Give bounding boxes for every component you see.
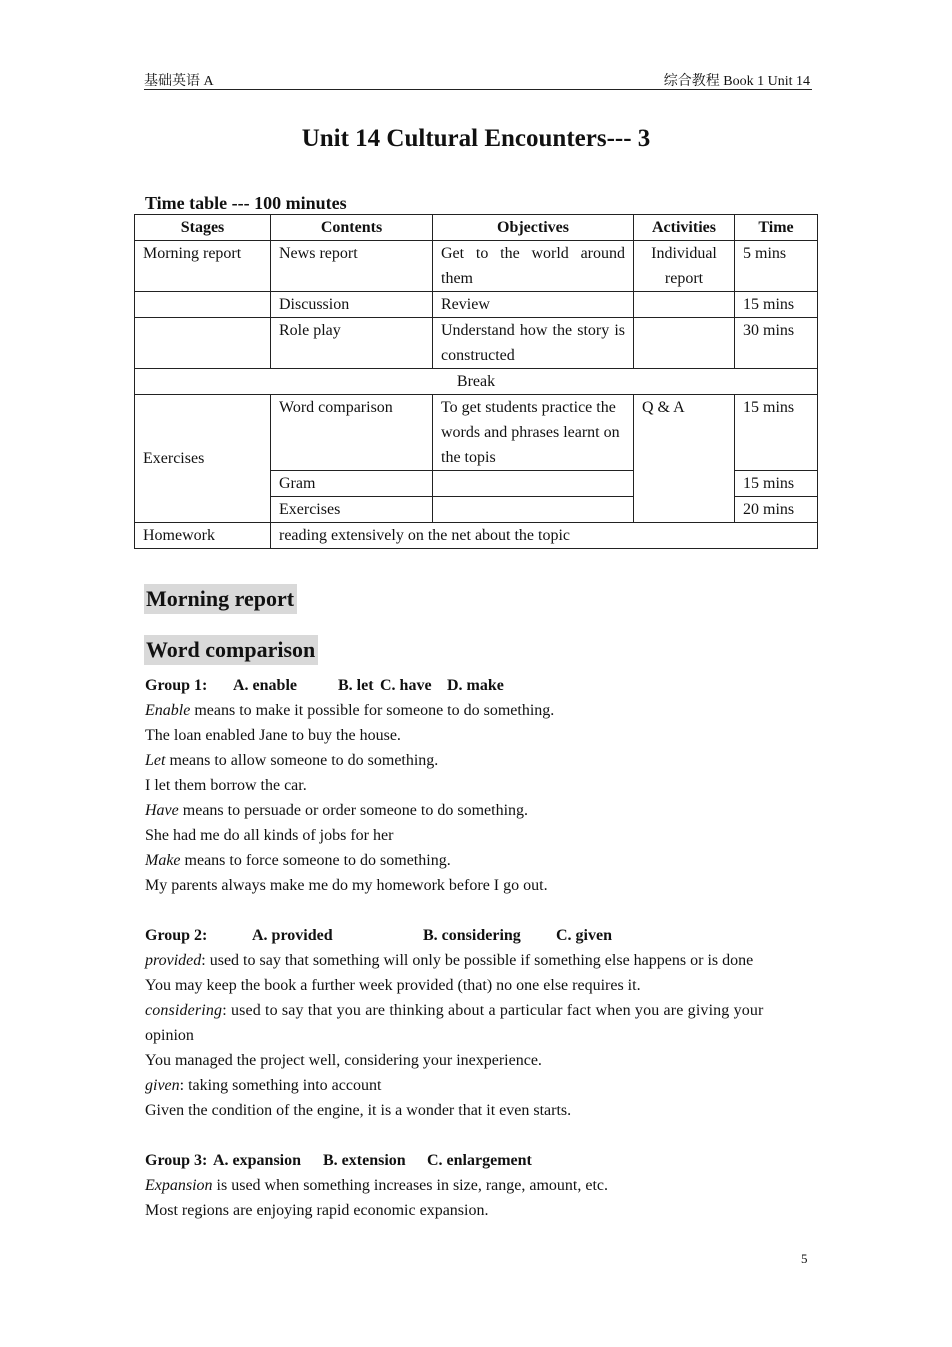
table-cell: Exercises (135, 395, 271, 523)
page-title: Unit 14 Cultural Encounters--- 3 (301, 125, 651, 152)
table-cell (135, 292, 271, 318)
option: C. enlargement (427, 1152, 532, 1169)
table-cell: Word comparison (271, 395, 433, 471)
table-row (135, 292, 818, 318)
table-cell (634, 318, 735, 369)
term: Make (145, 852, 181, 869)
table-cell: Review (433, 292, 634, 318)
table-cell: Homework (135, 523, 271, 549)
group-2-heading (145, 923, 809, 948)
option: B. let (338, 677, 374, 694)
text-line: considering: used to say that you are thinking about a particular fact when you are giving your (145, 1002, 764, 1019)
example-line: My parents always make me do my homework before I go out. (145, 877, 548, 894)
group-1-heading (145, 673, 809, 698)
table-cell (433, 471, 634, 497)
text-line: Make means to force someone to do something. (145, 852, 451, 869)
table-cell: Q & A (634, 395, 735, 523)
break-cell: Break (135, 369, 818, 395)
example-line: You may keep the book a further week provided (that) no one else requires it. (145, 977, 641, 994)
timetable (134, 214, 818, 549)
table-row (135, 241, 818, 292)
text-line: given: taking something into account (145, 1077, 382, 1094)
column-header: Stages (135, 215, 271, 241)
table-cell (135, 318, 271, 369)
column-header: Contents (271, 215, 433, 241)
option: A. expansion (213, 1152, 302, 1169)
group-2 (145, 923, 809, 1123)
text-line: provided: used to say that something will only be possible if something else happens or is done (145, 952, 754, 969)
term: provided (145, 952, 202, 969)
table-cell: reading extensively on the net about the topic (271, 523, 818, 549)
option: B. considering (423, 927, 521, 944)
group-label: Group 2: (145, 927, 208, 944)
term: considering (145, 1002, 223, 1019)
table-cell: To get students practice the words and phrases learnt on the topis (433, 395, 634, 471)
table-cell: 15 mins (735, 292, 818, 318)
table-cell: 15 mins (735, 471, 818, 497)
option: B. extension (323, 1152, 406, 1169)
example-line: Most regions are enjoying rapid economic expansion. (145, 1202, 489, 1219)
text-line: Expansion is used when something increases in size, range, amount, etc. (145, 1177, 608, 1194)
term: Expansion (145, 1177, 213, 1194)
option: A. provided (252, 927, 333, 944)
column-header: Time (735, 215, 818, 241)
section-heading-morning-report: Morning report (144, 584, 297, 614)
column-header: Activities (634, 215, 735, 241)
table-cell: Exercises (271, 497, 433, 523)
group-1 (145, 673, 809, 898)
option: C. given (556, 927, 612, 944)
example-line: I let them borrow the car. (145, 777, 307, 794)
term: Have (145, 802, 179, 819)
table-cell: Understand how the story is constructed (433, 318, 634, 369)
table-cell: 15 mins (735, 395, 818, 471)
table-cell: Individual report (634, 241, 735, 292)
example-line: You managed the project well, considering your inexperience. (145, 1052, 542, 1069)
text-line: opinion (145, 1027, 194, 1044)
table-cell: Discussion (271, 292, 433, 318)
table-cell (433, 497, 634, 523)
table-row (135, 523, 818, 549)
example-line: Given the condition of the engine, it is a wonder that it even starts. (145, 1102, 572, 1119)
option: D. make (447, 677, 504, 694)
table-cell: 30 mins (735, 318, 818, 369)
table-row (135, 395, 818, 471)
table-cell: Morning report (135, 241, 271, 292)
text-line: Have means to persuade or order someone to do something. (145, 802, 529, 819)
option: A. enable (233, 677, 297, 694)
example-line: The loan enabled Jane to buy the house. (145, 727, 401, 744)
page-number: 5 (801, 1251, 808, 1266)
header-right: 综合教程 Book 1 Unit 14 (663, 74, 810, 89)
group-label: Group 3: (145, 1152, 208, 1169)
example-line: She had me do all kinds of jobs for her (145, 827, 394, 844)
text-line: Enable means to make it possible for someone to do something. (145, 702, 555, 719)
table-cell: Gram (271, 471, 433, 497)
table-row (135, 318, 818, 369)
table-cell: News report (271, 241, 433, 292)
term: Let (145, 752, 166, 769)
group-label: Group 1: (145, 677, 208, 694)
table-cell: Get to the world around them (433, 241, 634, 292)
header-left: 基础英语 A (144, 74, 214, 89)
group-3-heading (145, 1148, 809, 1173)
page-header (144, 70, 812, 90)
option: C. have (380, 677, 432, 694)
table-header-row (135, 215, 818, 241)
table-cell: 20 mins (735, 497, 818, 523)
term: given (145, 1077, 180, 1094)
text-line: Let means to allow someone to do something. (145, 752, 439, 769)
group-3 (145, 1148, 809, 1223)
table-cell: Role play (271, 318, 433, 369)
table-cell: 5 mins (735, 241, 818, 292)
term: Enable (145, 702, 191, 719)
timetable-heading: Time table --- 100 minutes (145, 193, 347, 213)
column-header: Objectives (433, 215, 634, 241)
section-heading-word-comparison: Word comparison (144, 635, 318, 665)
table-cell (634, 292, 735, 318)
table-row-break (135, 369, 818, 395)
